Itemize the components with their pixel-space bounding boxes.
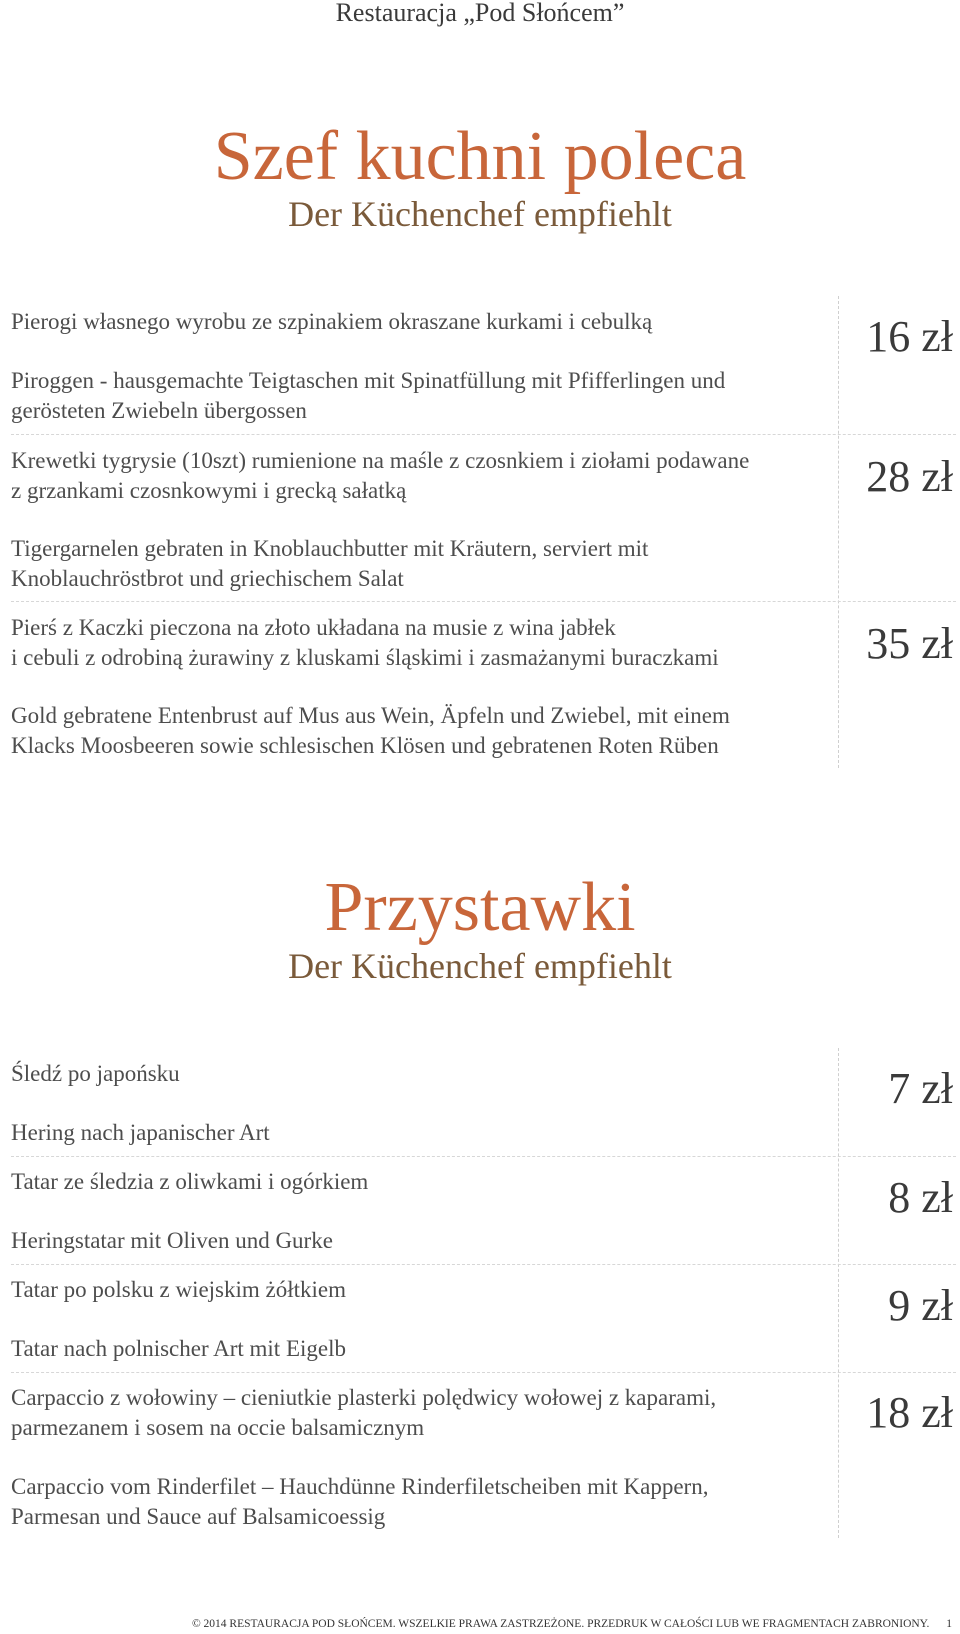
menu-item-tatar-de xyxy=(11,1334,811,1364)
item-line: Pierś z Kaczki pieczona na złoto układana na musie z wina jabłek xyxy=(11,615,616,640)
price-column-divider xyxy=(838,296,839,768)
item-line: Knoblauchröstbrot und griechischem Salat xyxy=(11,566,404,591)
menu-item-pierogi-price: 16 zł xyxy=(866,312,953,361)
item-separator xyxy=(11,1264,956,1265)
item-line: Piroggen - hausgemachte Teigtaschen mit Spinatfüllung mit Pfifferlingen und xyxy=(11,368,726,393)
section-title-chef-recommends: Szef kuchni poleca xyxy=(213,118,747,195)
item-line: Parmesan und Sauce auf Balsamicoessig xyxy=(11,1504,386,1529)
item-line: Śledź po japońsku xyxy=(11,1061,180,1086)
restaurant-name: Restauracja „Pod Słońcem” xyxy=(335,0,625,27)
item-line: Klacks Moosbeeren sowie schlesischen Klösen und gebratenen Roten Rüben xyxy=(11,733,719,758)
section-title-appetizers: Przystawki xyxy=(324,869,636,946)
item-separator xyxy=(11,601,956,602)
menu-item-sledz-de xyxy=(11,1118,811,1148)
menu-item-krewetki-de xyxy=(11,534,811,594)
item-line: parmezanem i sosem na occie balsamicznym xyxy=(11,1415,425,1440)
item-line: z grzankami czosnkowymi i grecką sałatką xyxy=(11,478,407,503)
item-line: Krewetki tygrysie (10szt) rumienione na maśle z czosnkiem i ziołami podawane xyxy=(11,448,750,473)
section-subtitle-appetizers: Der Küchenchef empfiehlt xyxy=(288,946,672,986)
menu-item-kaczka-price: 35 zł xyxy=(866,619,953,668)
menu-item-tatar-pl xyxy=(11,1275,811,1305)
item-line: Carpaccio z wołowiny – cieniutkie plasterki polędwicy wołowej z kaparami, xyxy=(11,1385,717,1410)
item-separator xyxy=(11,1156,956,1157)
menu-item-sledz-price: 7 zł xyxy=(888,1064,953,1113)
item-line: Gold gebratene Entenbrust auf Mus aus Wein, Äpfeln und Zwiebel, mit einem xyxy=(11,703,730,728)
menu-item-pierogi-pl xyxy=(11,307,811,337)
section-subtitle-chef-recommends: Der Küchenchef empfiehlt xyxy=(288,194,672,234)
menu-item-carpaccio-price: 18 zł xyxy=(866,1388,953,1437)
menu-item-tatar-price: 9 zł xyxy=(888,1281,953,1330)
menu-item-pierogi-de xyxy=(11,366,811,426)
item-line: Tatar ze śledzia z oliwkami i ogórkiem xyxy=(11,1169,369,1194)
item-separator xyxy=(11,1372,956,1373)
menu-item-kaczka-pl xyxy=(11,613,811,673)
menu-item-krewetki-price: 28 zł xyxy=(866,452,953,501)
copyright-text: © 2014 RESTAURACJA POD SŁOŃCEM. WSZELKIE PRAWA ZASTRZEŻONE. PRZEDRUK W CAŁOŚCI LUB WE FRAGMENTACH ZABRONIONY. xyxy=(191,1618,930,1630)
menu-item-krewetki-pl xyxy=(11,446,811,506)
menu-item-sledz-pl xyxy=(11,1059,811,1089)
item-line: Hering nach japanischer Art xyxy=(11,1120,270,1145)
page-number: 1 xyxy=(946,1618,952,1630)
item-line: Heringstatar mit Oliven und Gurke xyxy=(11,1228,333,1253)
item-line: Tatar nach polnischer Art mit Eigelb xyxy=(11,1336,346,1361)
menu-item-carpaccio-de xyxy=(11,1472,811,1532)
menu-item-tatar-sledz-de xyxy=(11,1226,811,1256)
item-line: i cebuli z odrobiną żurawiny z kluskami śląskimi i zasmażanymi buraczkami xyxy=(11,645,719,670)
item-line: Pierogi własnego wyrobu ze szpinakiem okraszane kurkami i cebulką xyxy=(11,309,653,334)
menu-item-tatar-sledz-price: 8 zł xyxy=(888,1173,953,1222)
item-line: Tigergarnelen gebraten in Knoblauchbutter mit Kräutern, serviert mit xyxy=(11,536,649,561)
footer xyxy=(192,1618,952,1630)
item-line: Carpaccio vom Rinderfilet – Hauchdünne Rinderfiletscheiben mit Kappern, xyxy=(11,1474,709,1499)
item-line: Tatar po polsku z wiejskim żółtkiem xyxy=(11,1277,347,1302)
item-separator xyxy=(11,434,956,435)
item-line: gerösteten Zwiebeln übergossen xyxy=(11,398,307,423)
menu-item-carpaccio-pl xyxy=(11,1383,811,1443)
menu-item-tatar-sledz-pl xyxy=(11,1167,811,1197)
price-column-divider xyxy=(838,1048,839,1538)
menu-item-kaczka-de xyxy=(11,701,811,761)
